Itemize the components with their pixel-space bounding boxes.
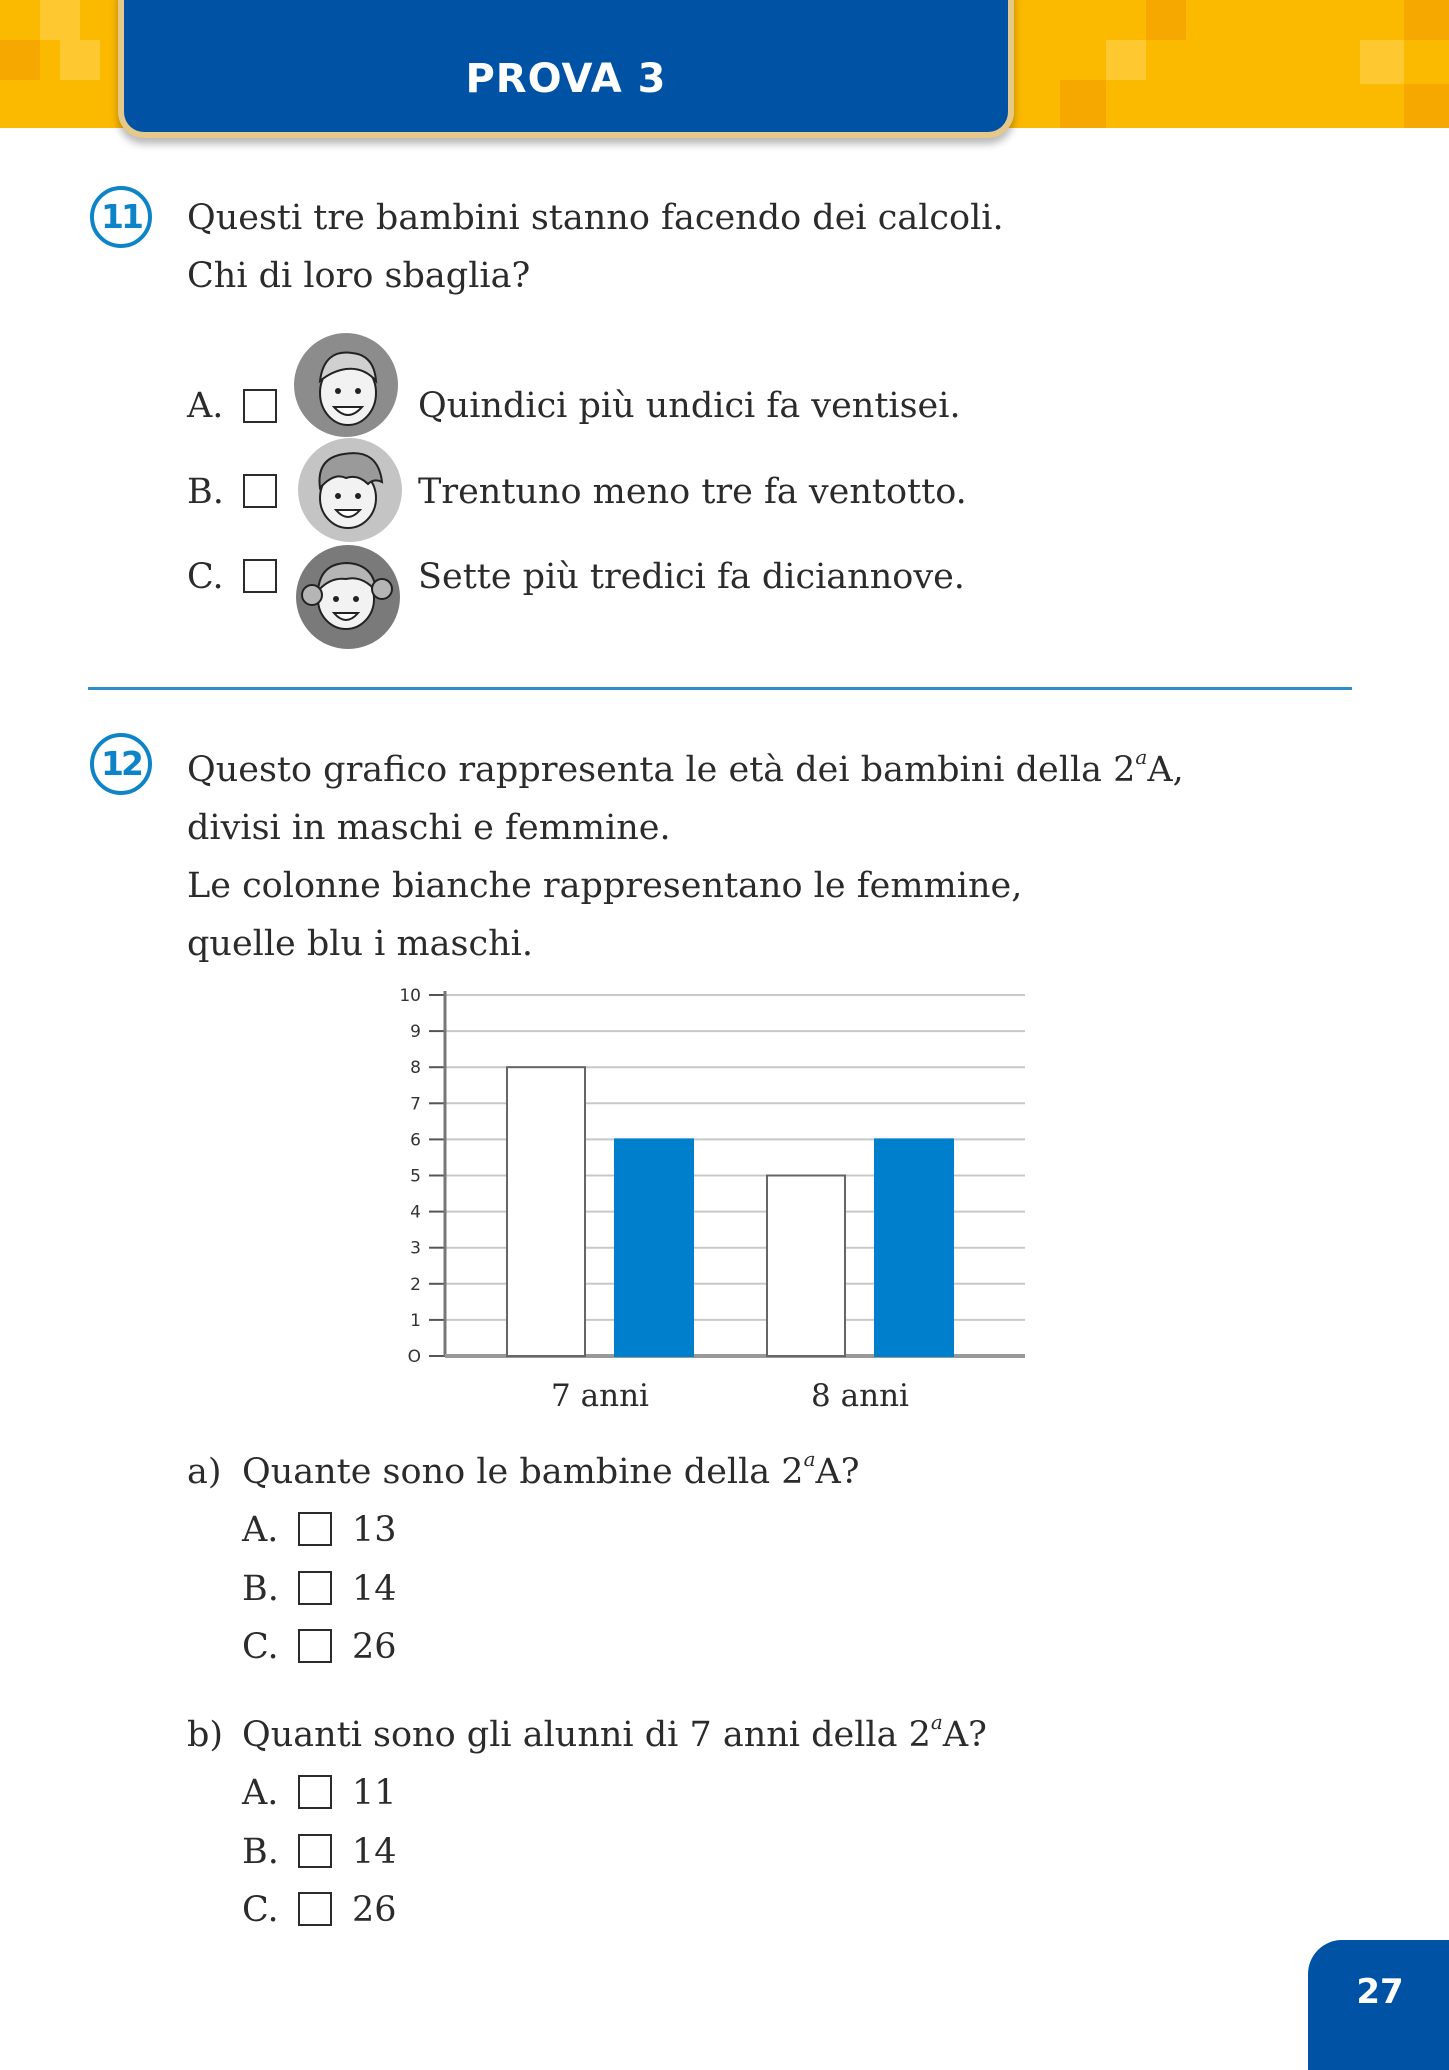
boy-face-icon bbox=[294, 333, 398, 437]
decor-square bbox=[1106, 40, 1146, 80]
option-checkbox-a[interactable] bbox=[243, 389, 277, 423]
y-tick-label: 3 bbox=[410, 1238, 421, 1259]
option-letter: A. bbox=[242, 1510, 279, 1550]
option-value: 14 bbox=[352, 1569, 397, 1609]
y-tick-label: 4 bbox=[410, 1202, 421, 1223]
section-divider bbox=[88, 687, 1352, 690]
y-tick-label: 6 bbox=[410, 1130, 421, 1151]
option-value: 26 bbox=[352, 1627, 397, 1667]
option-text: Trentuno meno tre fa ventotto. bbox=[418, 472, 967, 512]
option-checkbox-a[interactable] bbox=[298, 1775, 332, 1809]
subquestion-text: Quanti sono gli alunni di 7 anni della 2$^a$A? bbox=[242, 1710, 987, 1755]
curly-boy-face-icon bbox=[298, 438, 402, 542]
page-title: PROVA 3 bbox=[465, 56, 667, 102]
decor-square bbox=[1360, 40, 1404, 84]
decor-square bbox=[1404, 84, 1449, 128]
option-text: Sette più tredici fa diciannove. bbox=[418, 557, 965, 597]
y-tick-label: 7 bbox=[410, 1094, 421, 1115]
option-checkbox-c[interactable] bbox=[298, 1629, 332, 1663]
question-prompt-line: Questi tre bambini stanno facendo dei calcoli. bbox=[187, 198, 1004, 238]
option-letter: C. bbox=[242, 1627, 279, 1667]
y-tick-label: 8 bbox=[410, 1058, 421, 1079]
bar-chart bbox=[0, 975, 1449, 1415]
subquestion-text: Quante sono le bambine della 2$^a$A? bbox=[242, 1447, 860, 1492]
decor-square bbox=[1146, 0, 1186, 40]
option-checkbox-c[interactable] bbox=[298, 1892, 332, 1926]
y-tick-label: O bbox=[407, 1347, 421, 1367]
option-value: 14 bbox=[352, 1832, 397, 1872]
option-letter: C. bbox=[242, 1890, 279, 1930]
question-prompt-line: quelle blu i maschi. bbox=[187, 924, 533, 964]
option-letter: B. bbox=[242, 1569, 279, 1609]
option-value: 11 bbox=[352, 1773, 397, 1813]
decor-square bbox=[0, 40, 40, 80]
y-tick-label: 2 bbox=[410, 1274, 421, 1295]
bar bbox=[507, 1067, 585, 1356]
decor-square bbox=[40, 0, 80, 40]
question-number-11: 11 bbox=[90, 186, 152, 248]
question-prompt-line: Chi di loro sbaglia? bbox=[187, 256, 531, 296]
x-category-label: 8 anni bbox=[811, 1378, 909, 1414]
y-tick-label: 10 bbox=[399, 986, 421, 1006]
option-letter: B. bbox=[187, 472, 224, 512]
option-letter: C. bbox=[187, 557, 224, 597]
bar bbox=[767, 1176, 845, 1357]
option-letter: B. bbox=[242, 1832, 279, 1872]
option-checkbox-b[interactable] bbox=[298, 1571, 332, 1605]
subquestion-label: a) bbox=[187, 1452, 222, 1492]
question-prompt-line: divisi in maschi e femmine. bbox=[187, 808, 671, 848]
option-checkbox-b[interactable] bbox=[243, 474, 277, 508]
y-tick-label: 9 bbox=[410, 1022, 421, 1043]
subquestion-label: b) bbox=[187, 1715, 224, 1755]
y-tick-label: 1 bbox=[410, 1310, 421, 1331]
decor-square bbox=[60, 40, 100, 80]
option-value: 13 bbox=[352, 1510, 397, 1550]
option-checkbox-a[interactable] bbox=[298, 1512, 332, 1546]
bar bbox=[615, 1139, 693, 1356]
question-number-12: 12 bbox=[90, 733, 152, 795]
page-number: 27 bbox=[1356, 1972, 1404, 2012]
y-tick-label: 5 bbox=[410, 1166, 421, 1187]
decor-square bbox=[1404, 0, 1449, 40]
option-checkbox-b[interactable] bbox=[298, 1834, 332, 1868]
option-text: Quindici più undici fa ventisei. bbox=[418, 386, 961, 426]
x-category-label: 7 anni bbox=[551, 1378, 649, 1414]
bar bbox=[875, 1139, 953, 1356]
question-prompt-line: Le colonne bianche rappresentano le femmine, bbox=[187, 866, 1023, 906]
decor-square bbox=[1060, 80, 1106, 128]
option-letter: A. bbox=[242, 1773, 279, 1813]
option-letter: A. bbox=[187, 386, 224, 426]
option-checkbox-c[interactable] bbox=[243, 559, 277, 593]
option-value: 26 bbox=[352, 1890, 397, 1930]
girl-face-icon bbox=[296, 545, 400, 649]
header-tab bbox=[118, 0, 1014, 138]
question-prompt-line: Questo grafico rappresenta le età dei bambini della 2$^a$A, bbox=[187, 745, 1184, 790]
